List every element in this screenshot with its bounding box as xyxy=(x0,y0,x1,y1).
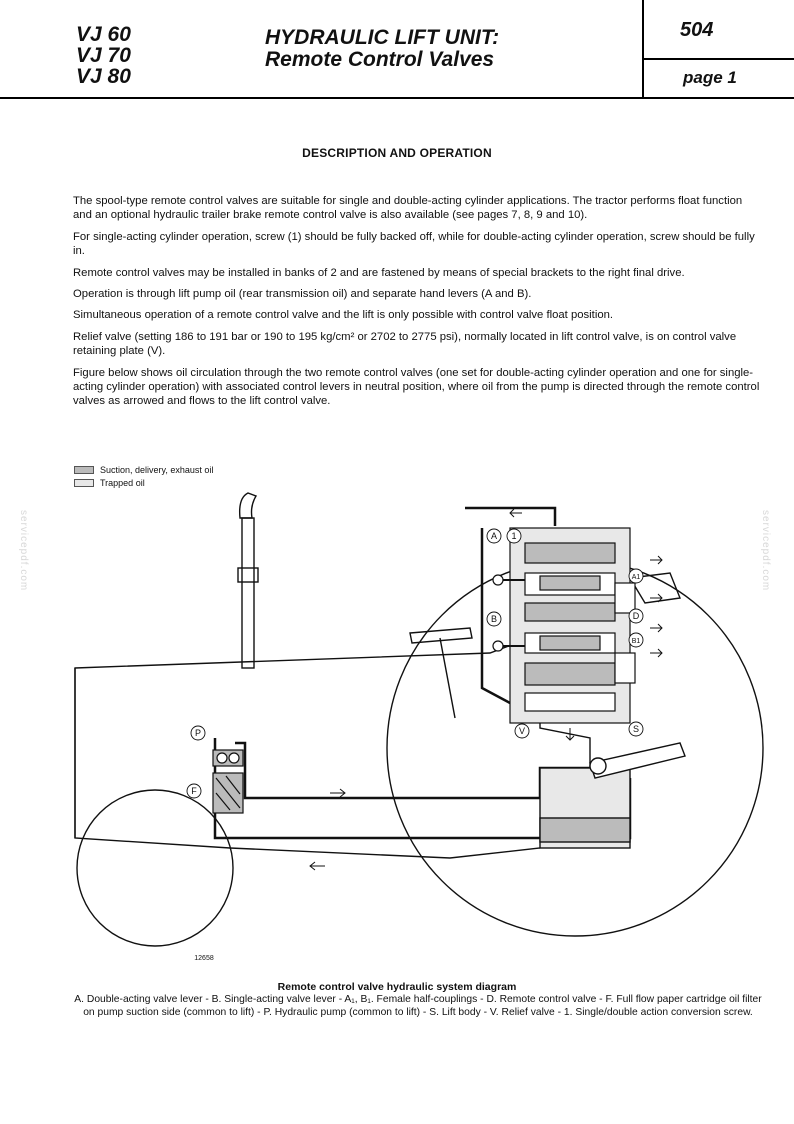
reference-number: 12658 xyxy=(194,955,214,962)
pump-and-filter xyxy=(213,750,243,813)
model-vj60: VJ 60 xyxy=(76,23,131,46)
watermark-right: servicepdf.com xyxy=(760,510,771,592)
flow-arrow xyxy=(650,624,662,632)
paragraph: Figure below shows oil circulation through the two remote control valves (one set for double-acting cylinder operation and one for single-acting cylinder operation) with associated control levers in neutral position, where oil from the pump is directed through the remote control valves as arrowed and flows to the lift control valve. xyxy=(73,366,760,408)
flow-arrow xyxy=(650,556,662,564)
model-vj70: VJ 70 xyxy=(76,44,131,67)
label-d: D xyxy=(632,611,640,621)
title-line-1: HYDRAULIC LIFT UNIT: xyxy=(265,26,500,49)
label-s: S xyxy=(632,724,640,734)
watermark-left: servicepdf.com xyxy=(18,510,29,592)
trapped-swatch xyxy=(74,479,94,487)
paragraph: Remote control valves may be installed in banks of 2 and are fastened by means of special brackets to the right final drive. xyxy=(73,266,685,279)
document-number: 504 xyxy=(680,19,714,41)
page-number: page 1 xyxy=(683,68,737,87)
paragraph: The spool-type remote control valves are suitable for single and double-acting cylinder applications. The tractor performs float function and an optional hydraulic trailer brake remote control valve is also available (see pages 7, 8, 9 and 10). xyxy=(73,195,743,222)
label-1: 1 xyxy=(511,531,517,541)
flow-arrow xyxy=(330,789,345,797)
body-text xyxy=(73,194,763,416)
header-divider-vertical xyxy=(642,0,644,98)
remote-control-valve-block xyxy=(490,528,635,723)
legend xyxy=(74,463,213,489)
label-p: P xyxy=(194,728,202,738)
caption-title: Remote control valve hydraulic system diagram xyxy=(277,981,517,993)
section-title: DESCRIPTION AND OPERATION xyxy=(302,146,492,160)
label-b: B xyxy=(490,614,498,624)
label-a: A xyxy=(490,531,498,541)
front-wheel xyxy=(77,790,233,946)
oil-line-upper xyxy=(465,508,555,526)
oil-swatch xyxy=(74,466,94,474)
paragraph: Operation is through lift pump oil (rear transmission oil) and separate hand levers (A and B). xyxy=(73,288,532,301)
flow-arrow xyxy=(650,649,662,657)
label-a1: A1 xyxy=(631,574,641,581)
legend-label: Suction, delivery, exhaust oil xyxy=(100,464,214,475)
legend-label: Trapped oil xyxy=(100,477,145,488)
paragraph: Simultaneous operation of a remote control valve and the lift is only possible with control valve float position. xyxy=(73,309,614,322)
model-list xyxy=(76,24,131,87)
label-f: F xyxy=(191,786,197,796)
model-vj80: VJ 80 xyxy=(76,65,131,88)
page-title xyxy=(265,27,499,71)
paragraph: For single-acting cylinder operation, screw (1) should be fully backed off, while for double-acting cylinder operation, screw should be fully in. xyxy=(73,230,755,258)
label-v: V xyxy=(518,726,526,736)
header-bottom-rule xyxy=(0,97,794,99)
paragraph: Relief valve (setting 186 to 191 bar or 190 to 195 kg/cm² or 2702 to 2775 psi), normally located in lift control valve, is on control valve retaining plate (V). xyxy=(73,330,737,358)
flow-arrow xyxy=(510,509,522,517)
legend-item-oil xyxy=(74,463,213,476)
flow-arrow xyxy=(310,862,325,870)
hydraulic-diagram xyxy=(70,488,770,968)
header-divider-horizontal xyxy=(642,58,794,60)
label-b1: B1 xyxy=(631,638,641,645)
exhaust-stack xyxy=(240,493,256,518)
caption-text: A. Double-acting valve lever - B. Single-acting valve lever - A₁, B₁. Female half-couplings - D. Remote control valve - F. Full flow paper cartridge oil filter on pump suction side (common to lift) - P. Hydraulic pump (common to lift) - S. Lift body - V. Relief valve - 1. Single/double action conversion screw. xyxy=(74,994,762,1018)
title-line-2: Remote Control Valves xyxy=(265,48,495,71)
